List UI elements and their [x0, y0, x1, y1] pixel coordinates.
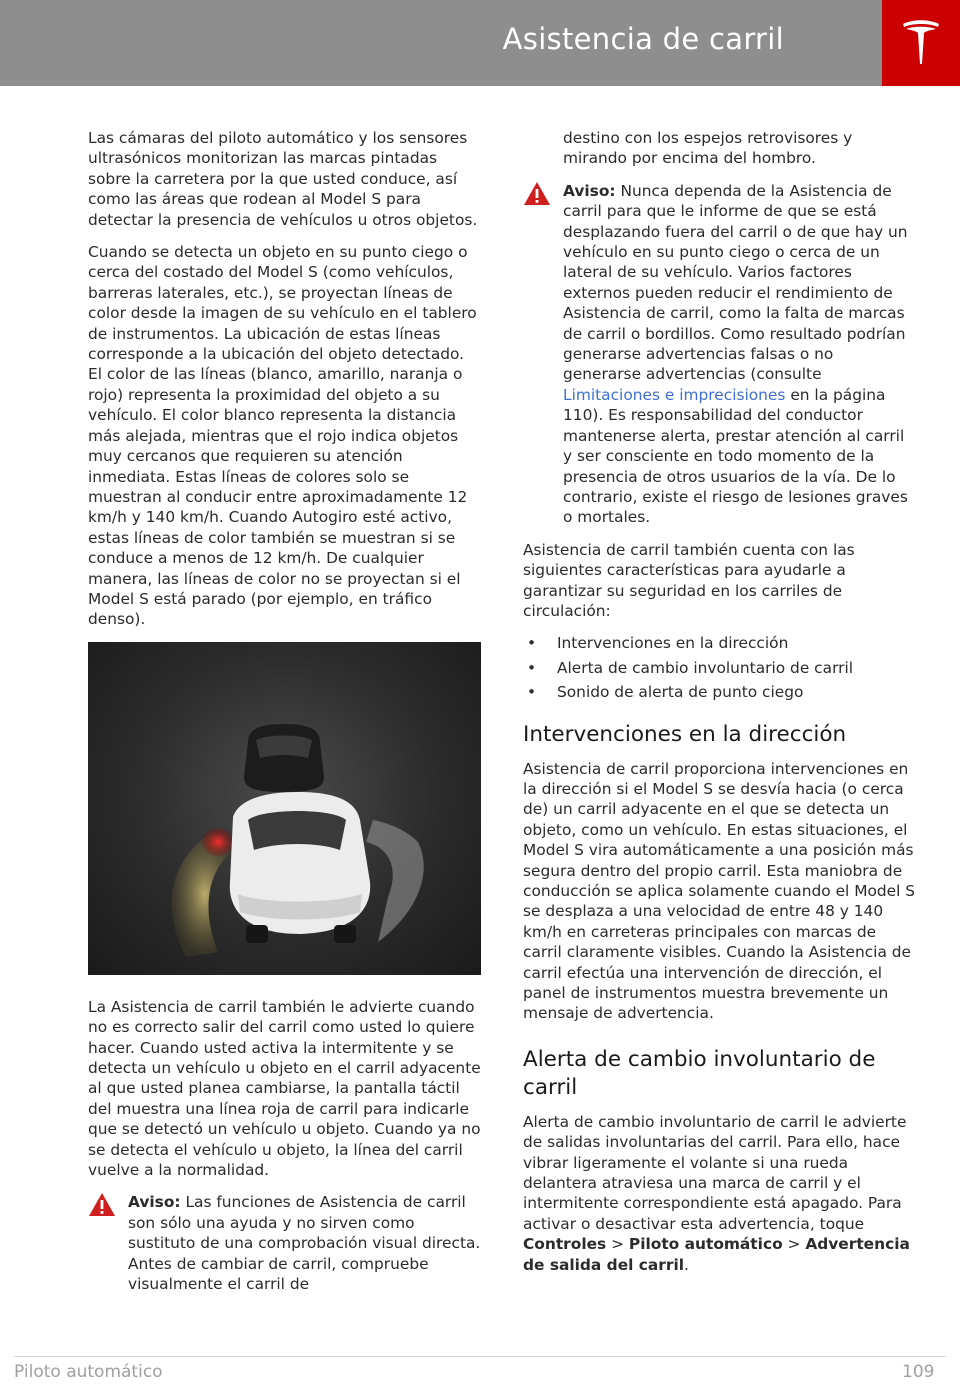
logo-box — [882, 0, 960, 86]
warning-block-right — [523, 181, 916, 528]
list-item: • Intervenciones en la dirección — [527, 634, 789, 653]
ui-autopilot: Piloto automático — [628, 1235, 783, 1254]
heading-departure: Alerta de cambio involuntario de carril — [523, 1046, 876, 1100]
warning-label: Aviso: — [128, 1193, 181, 1212]
warning-label: Aviso: — [563, 181, 616, 200]
warning-continuation — [523, 128, 916, 169]
blind-spot-paragraph: Cuando se detecta un objeto en su punto ciego o cerca del costado del Model S (como vehículos, barreras laterales, etc.), se proyectan líneas de color desde la imagen de su vehículo en el tablero de instrumentos. La ubicación de estas líneas corresponde a la ubicación del objeto detectado. El color de las líneas (blanco, amarillo, naranja o rojo) representa la proximidad del objeto a su vehículo. El color blanco representa la distancia más alejada, mientras que el rojo indica objetos muy cercanos que requieren su atención inmediata. Estas líneas de colores solo se muestran al conducir entre aproximadamente 12 km/h y 140 km/h. Cuando Autogiro esté activo, estas líneas de color también se muestran si se conduce a menos de 12 km/h. De cualquier manera, las líneas de color no se proyectan si el Model S está parado (por ejemplo, en tráfico denso). — [88, 243, 477, 629]
warning-text-b: en la página 110). Es responsabilidad del conductor mantenerse alerta, prestar atención al carril y ser consciente en todo momento de la presencia de otros usuarios de la vía. De lo contrario, existe el riesgo de lesiones graves o mortales. — [563, 385, 908, 527]
list-item: • Alerta de cambio involuntario de carril — [527, 658, 854, 677]
steering-paragraph: Asistencia de carril proporciona intervenciones en la dirección si el Model S se desvía hacia (o cerca de) un carril adyacente en el que se detecta un objeto, como un vehículo. En estas situaciones, el Model S vira automáticamente a una posición más segura dentro del propio carril. Esta maniobra de conducción se aplica solamente cuando el Model S se desplaza a una velocidad de entre 48 y 140 km/h en carreteras principales con marcas de carril claramente visibles. Cuando la Asistencia de carril efectúa una intervención de dirección, el panel de instrumentos muestra brevemente un mensaje de advertencia. — [523, 759, 916, 1023]
ui-lane-departure: Advertencia de salida del carril — [523, 1235, 910, 1274]
car-illustration — [88, 642, 481, 975]
bullet-icon: • — [527, 634, 537, 653]
warning-block-left — [88, 1192, 481, 1294]
heading-steering: Intervenciones en la dirección — [523, 721, 847, 747]
bullet-icon: • — [527, 658, 537, 677]
right-column — [523, 128, 916, 1287]
warning-triangle-icon — [88, 1192, 116, 1217]
bullet-icon: • — [527, 683, 537, 702]
departure-paragraph: Alerta de cambio involuntario de carril le advierte de salidas involuntarias del carril. Para ello, hace vibrar ligeramente el volante si una rueda delantera atraviesa una marca de carril y el intermitente correspondiente está apagado. Para activar o desactivar esta advertencia, toque Controles > Piloto automático > Advertencia de salida del carril. — [523, 1112, 910, 1274]
limitations-link[interactable]: Limitaciones e imprecisiones — [563, 385, 786, 404]
ui-controls: Controles — [523, 1235, 607, 1254]
list-item: • Sonido de alerta de punto ciego — [527, 683, 804, 702]
continuation-text: destino con los espejos retrovisores y mirando por encima del hombro. — [563, 129, 853, 168]
tesla-logo-icon — [901, 18, 941, 66]
page-header — [0, 0, 882, 86]
rear-car — [244, 724, 324, 792]
lane-change-paragraph: La Asistencia de carril también le advierte cuando no es correcto salir del carril como usted lo quiere hacer. Cuando usted activa la intermitente y se detecta un vehículo u objeto en el carril adyacente al que usted planea cambiarse, la pantalla táctil del muestra una línea roja de carril para indicarle que se detectó un vehículo u objeto. Cuando ya no se detecta el vehículo u objeto, la línea del carril vuelve a la normalidad. — [88, 997, 481, 1179]
features-paragraph: Asistencia de carril también cuenta con las siguientes características para ayudarle a garantizar su seguridad en los carriles de circulación: — [523, 540, 855, 620]
white-car — [230, 792, 370, 943]
warning-text-a: Nunca dependa de la Asistencia de carril para que le informe de que se está desplazando fuera del carril o de que hay un vehículo en su punto ciego o cerca de un lateral de su vehículo. Varios factores externos pueden reducir el rendimiento de Asistencia de carril, como la falta de marcas de carril o bordillos. Como resultado podrían generarse advertencias falsas o no generarse advertencias (consulte — [563, 181, 908, 384]
warning-text: Las funciones de Asistencia de carril son sólo una ayuda y no sirven como sustituto de una comprobación visual directa. Antes de cambiar de carril, compruebe visualmente el carril de — [128, 1193, 481, 1294]
intro-paragraph: Las cámaras del piloto automático y los sensores ultrasónicos monitorizan las marcas pintadas sobre la carretera por la que usted conduce, así como las áreas que rodean al Model S para detectar la presencia de vehículos u otros objetos. — [88, 129, 478, 229]
page-number: 109 — [902, 1362, 935, 1382]
warning-triangle-icon — [523, 181, 551, 206]
features-list — [523, 633, 916, 702]
left-column — [88, 128, 481, 1306]
footer-divider — [14, 1356, 946, 1357]
footer-section: Piloto automático — [14, 1362, 163, 1382]
page-title: Asistencia de carril — [502, 22, 784, 56]
